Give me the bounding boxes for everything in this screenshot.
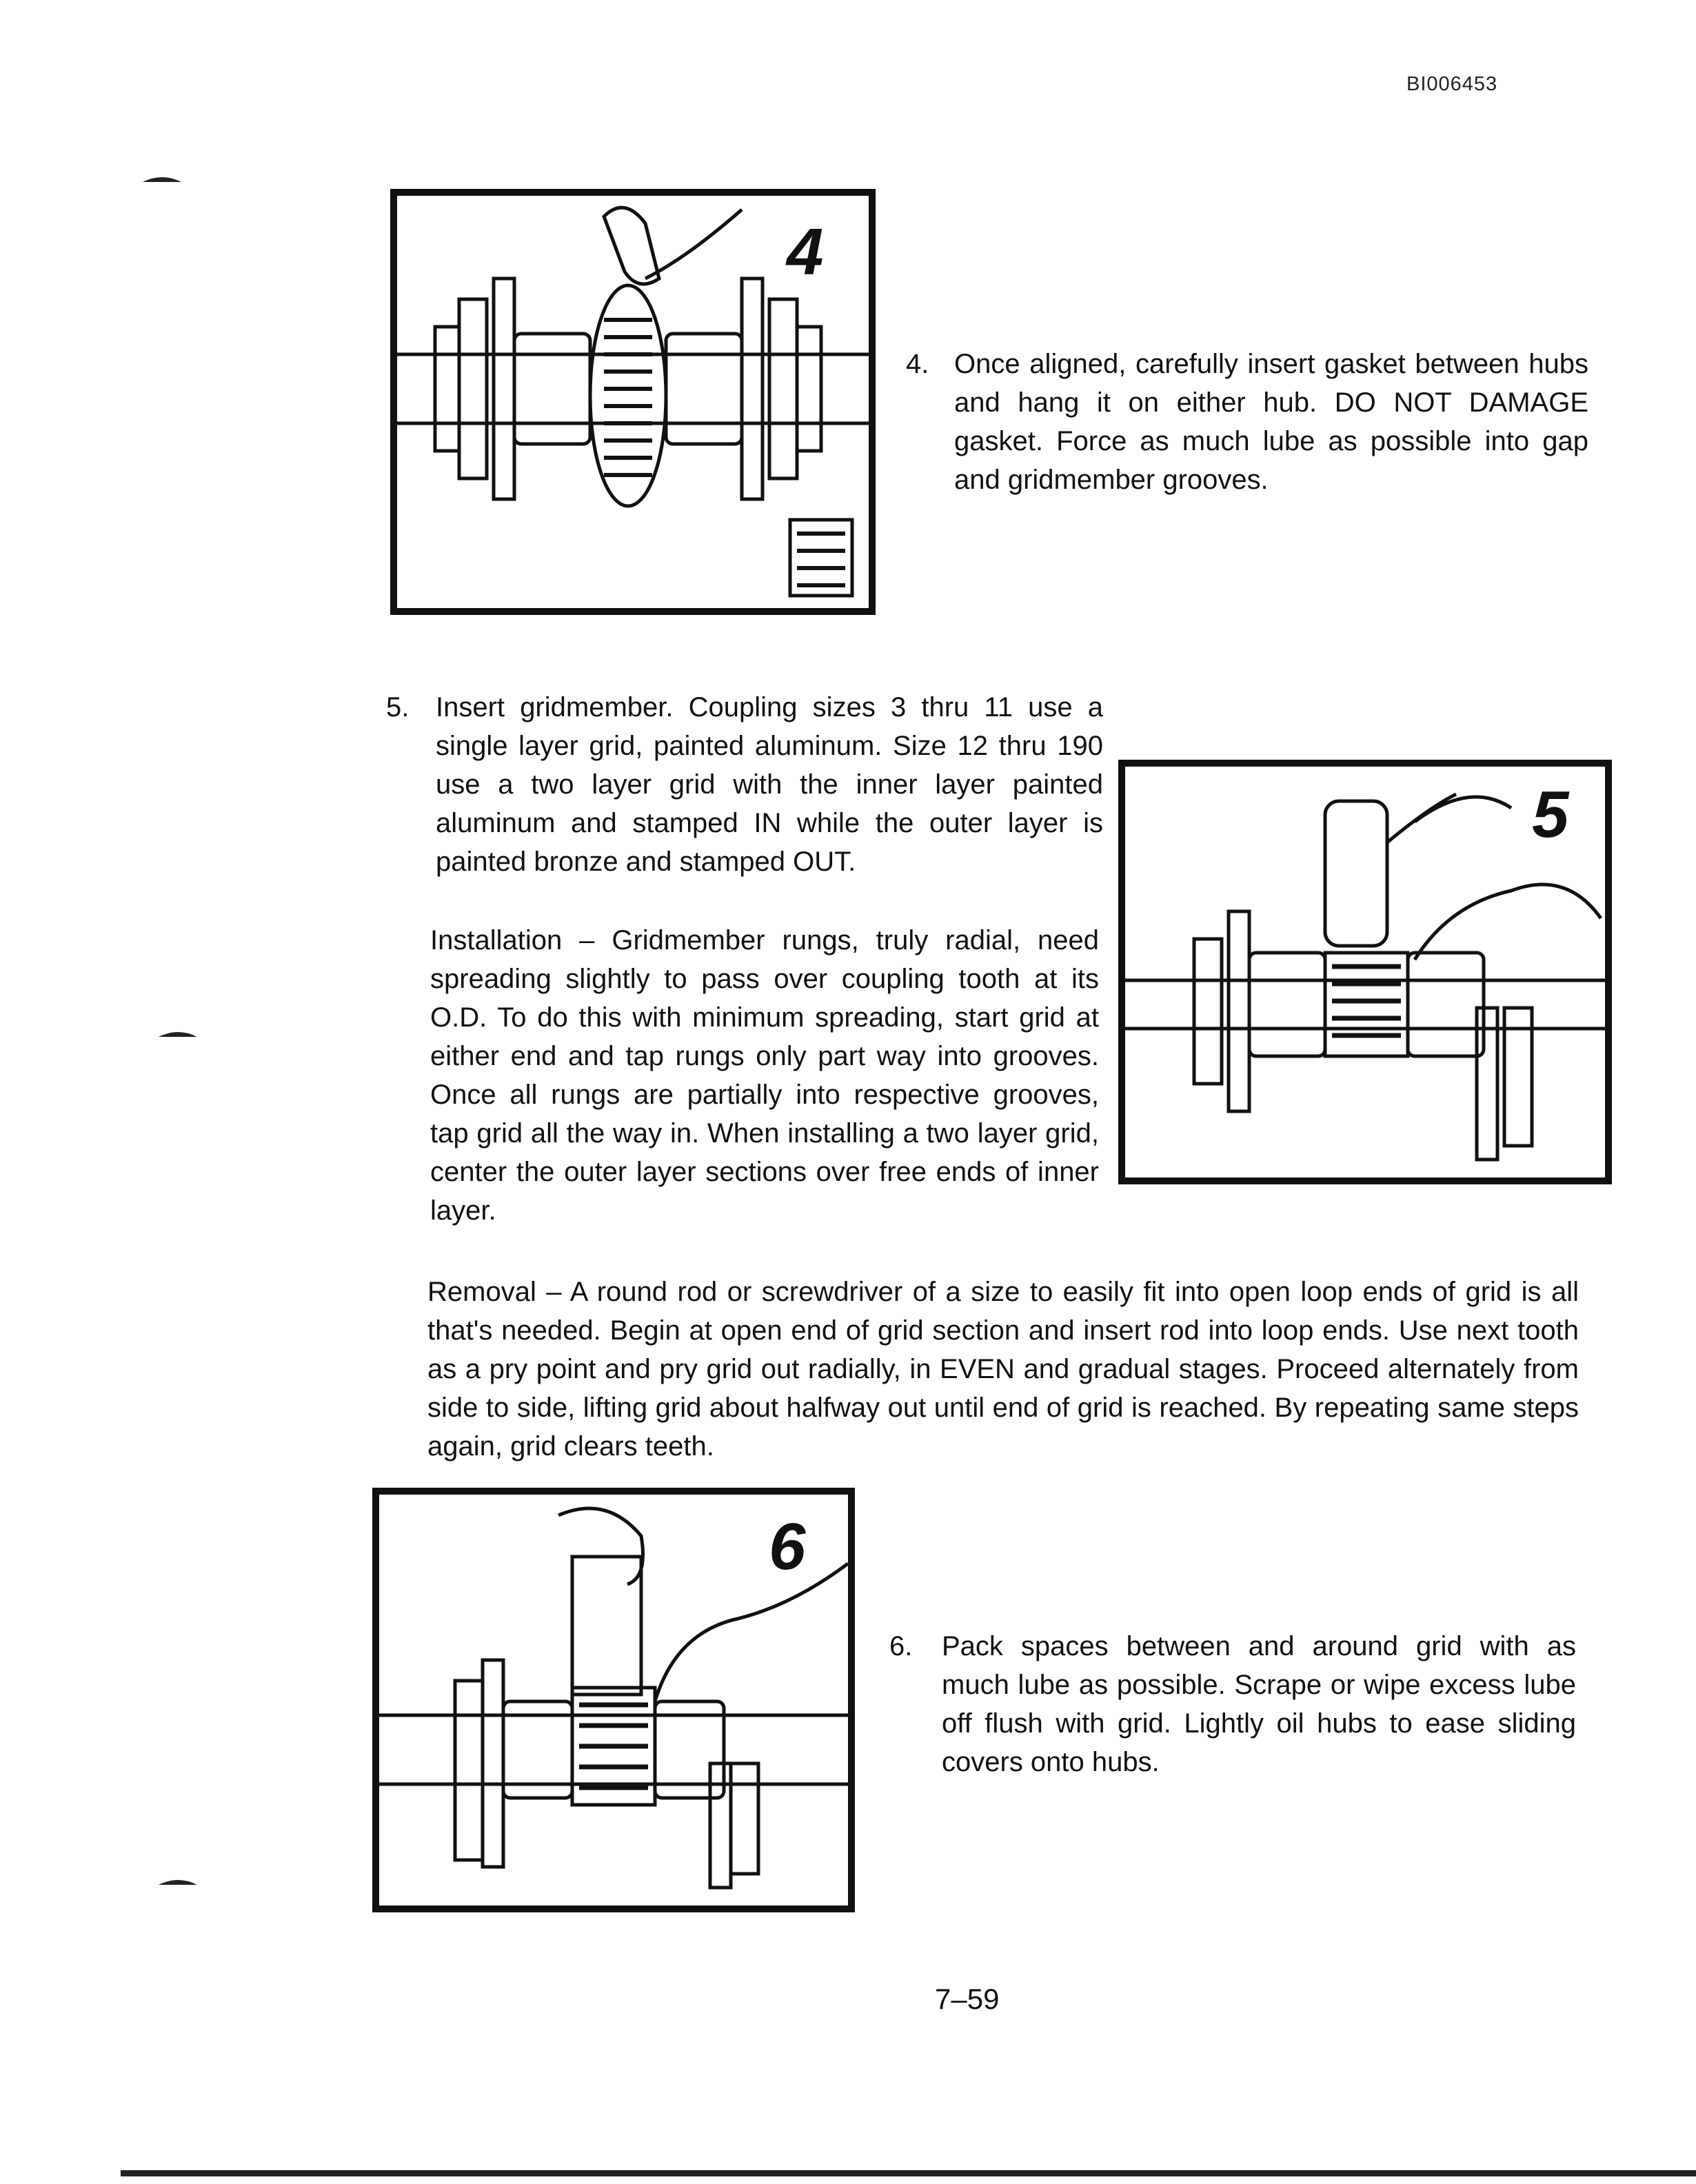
document-id: BI006453	[1406, 73, 1498, 95]
step-text: Pack spaces between and around grid with as much lube as possible. Scrape or wipe excess lube off flush with grid. Lightly oil hubs to ease sliding covers onto hubs.	[942, 1631, 1576, 1777]
step-number: 5.	[386, 692, 410, 722]
step-4	[906, 345, 1588, 499]
punch-mark	[141, 172, 183, 186]
removal-paragraph: Removal – A round rod or screwdriver of a size to easily fit into open loop ends of grid is all that's needed. Begin at open end of grid section and insert rod into loop ends. Use next tooth as a pry point and pry grid out radially, in EVEN and gradual stages. Proceed alternately from side to side, lifting grid about halfway out until end of grid is reached. By repeating same steps again, grid clears teeth.	[427, 1277, 1579, 1462]
figure-number: 5	[1532, 778, 1569, 851]
installation-paragraph: Installation – Gridmember rungs, truly radial, need spreading slightly to pass over coupling tooth at its O.D. To do this with minimum spreading, start grid at either end and tap rungs only part way into grooves. Once all rungs are partially into respective grooves, tap grid all the way in. When installing a two layer grid, center the outer layer sections over free ends of inner layer.	[430, 925, 1099, 1226]
step-text: Insert gridmember. Coupling sizes 3 thru 11 use a single layer grid, painted aluminum. Size 12 thru 190 use a two layer grid with the inner layer painted aluminum and stamped IN while the outer layer is painted bronze and stamped OUT.	[436, 692, 1103, 877]
figure-number: 4	[787, 215, 824, 289]
punch-mark	[157, 1027, 199, 1041]
step-number: 6.	[889, 1631, 913, 1661]
figure-number: 6	[769, 1510, 806, 1584]
page-number: 7–59	[935, 1983, 1000, 2015]
step-5	[386, 688, 1103, 881]
figure-6-lube-packing	[372, 1488, 855, 1912]
step-text: Once aligned, carefully insert gasket between hubs and hang it on either hub. DO NOT DAMAGE gasket. Force as much lube as possible into gap and gridmember grooves.	[954, 349, 1588, 495]
step-6	[889, 1627, 1576, 1781]
punch-mark	[157, 1875, 199, 1889]
figure-5-grid-installation	[1118, 760, 1612, 1184]
step-number: 4.	[906, 349, 929, 379]
figure-4-gasket-insertion	[390, 189, 876, 615]
bottom-rule	[121, 2170, 1696, 2176]
